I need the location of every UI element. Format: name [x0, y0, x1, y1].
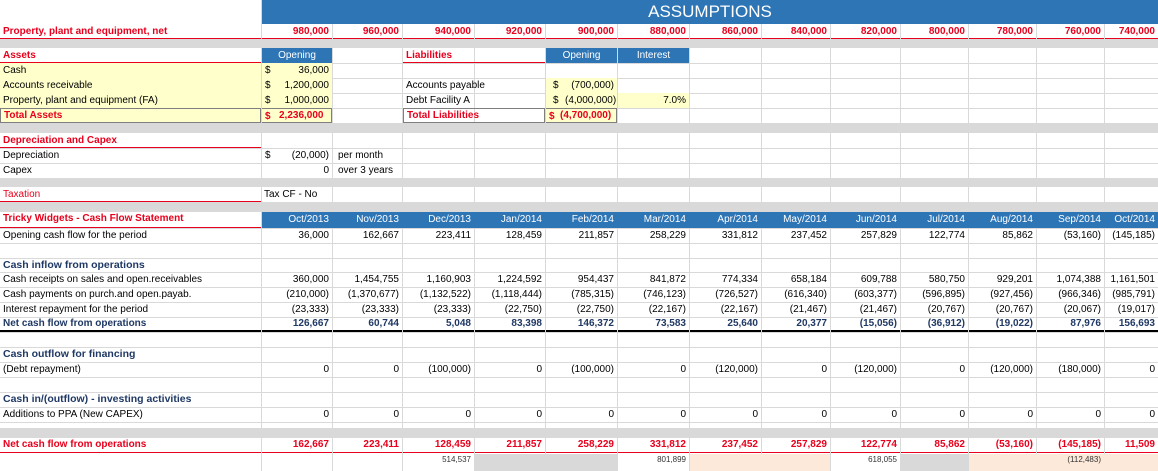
- asset-value[interactable]: 1,200,000: [284, 80, 329, 91]
- separator: [0, 428, 1158, 437]
- payments-row[interactable]: [0, 287, 1158, 302]
- cell-value[interactable]: (21,467): [859, 304, 897, 315]
- cell-value[interactable]: 0: [752, 409, 758, 420]
- debt-row[interactable]: [0, 362, 1158, 377]
- cell-value[interactable]: (15,056): [831, 317, 900, 332]
- separator: [0, 178, 1158, 187]
- section-header: Cash inflow from operations: [3, 259, 145, 271]
- cell-value[interactable]: 1,161,501: [1110, 274, 1155, 285]
- currency-symbol: $: [265, 150, 271, 161]
- section-header: Cash outflow for financing: [3, 348, 136, 360]
- cell-value[interactable]: 36,000: [298, 230, 329, 241]
- cell-value[interactable]: 162,667: [262, 437, 332, 453]
- month-header: Jan/2014: [500, 214, 542, 225]
- cell-value[interactable]: (145,185): [1037, 437, 1104, 453]
- net-ops-row[interactable]: [0, 317, 1158, 332]
- cell-value[interactable]: 331,812: [618, 437, 689, 453]
- asset-row-cash[interactable]: [0, 63, 1158, 78]
- cell-value[interactable]: 122,774: [928, 230, 965, 241]
- title-band: [262, 0, 1158, 24]
- currency-symbol: $: [265, 65, 271, 76]
- separator: [0, 202, 1158, 212]
- cell-value[interactable]: (1,370,677): [347, 289, 399, 300]
- ppe-value: 920,000: [475, 24, 545, 39]
- cell-value[interactable]: (20,767): [927, 304, 965, 315]
- section-header: Cash in/(outflow) - investing activities: [3, 393, 192, 405]
- cell-value[interactable]: (23,333): [433, 304, 471, 315]
- cell-value[interactable]: 162,667: [362, 230, 399, 241]
- title-row: [0, 0, 1158, 24]
- investing-header-row: [0, 392, 1158, 407]
- cell-value[interactable]: 0: [1149, 409, 1155, 420]
- cell-value[interactable]: (21,467): [789, 304, 827, 315]
- cell-value[interactable]: (20,767): [995, 304, 1033, 315]
- cell-value[interactable]: 658,184: [790, 274, 827, 285]
- row-label: (Debt repayment): [3, 364, 81, 375]
- currency-symbol: $: [265, 95, 271, 106]
- cell-value[interactable]: 0: [393, 364, 399, 375]
- cell-value[interactable]: 954,437: [577, 274, 614, 285]
- footer-value: 514,537: [442, 455, 471, 464]
- cell-value[interactable]: (785,315): [571, 289, 614, 300]
- ppe-value: 960,000: [333, 24, 402, 39]
- ppe-value: 800,000: [901, 24, 968, 39]
- cell-value[interactable]: 1,160,903: [426, 274, 471, 285]
- liabilities-header: Liabilities: [403, 48, 545, 63]
- cell-value[interactable]: 237,452: [690, 437, 761, 453]
- cell-value[interactable]: (596,895): [922, 289, 965, 300]
- footer-band: [690, 454, 830, 471]
- cell-value[interactable]: (53,160): [969, 437, 1036, 453]
- cell-value[interactable]: (120,000): [715, 364, 758, 375]
- cell-value[interactable]: 1,454,755: [354, 274, 399, 285]
- ppe-row[interactable]: [0, 24, 1158, 39]
- cell-value[interactable]: (22,167): [720, 304, 758, 315]
- cell-value[interactable]: (100,000): [428, 364, 471, 375]
- cell-value[interactable]: 0: [821, 409, 827, 420]
- cell-value[interactable]: (210,000): [286, 289, 329, 300]
- cell-value[interactable]: 360,000: [292, 274, 329, 285]
- cell-value[interactable]: (145,185): [1112, 230, 1155, 241]
- cell-value[interactable]: 774,334: [721, 274, 758, 285]
- total-assets-value: 2,236,000: [276, 108, 332, 123]
- cell-value[interactable]: 257,829: [860, 230, 897, 241]
- month-header: Oct/2014: [1114, 214, 1155, 225]
- cell-value[interactable]: (22,167): [648, 304, 686, 315]
- depreciation-header-row: [0, 133, 1158, 148]
- balance-header-row: [0, 48, 1158, 63]
- month-header: Oct/2013: [288, 214, 329, 225]
- cell-value[interactable]: (927,456): [990, 289, 1033, 300]
- cell-value[interactable]: 237,452: [790, 230, 827, 241]
- cell-value[interactable]: (603,377): [854, 289, 897, 300]
- footer-row: [0, 454, 1158, 471]
- liability-value[interactable]: (4,000,000): [565, 95, 617, 106]
- assets-opening-header: Opening: [262, 48, 332, 63]
- cell-value[interactable]: (19,022): [969, 317, 1036, 332]
- cell-value[interactable]: (53,160): [1063, 230, 1101, 241]
- month-header: Dec/2013: [428, 214, 471, 225]
- cell-value[interactable]: 0: [680, 364, 686, 375]
- cell-value[interactable]: 0: [323, 364, 329, 375]
- cell-value[interactable]: (966,346): [1058, 289, 1101, 300]
- cell-value[interactable]: 0: [821, 364, 827, 375]
- additions-row[interactable]: [0, 407, 1158, 422]
- cell-value[interactable]: 0: [393, 409, 399, 420]
- cell-value[interactable]: 0: [465, 409, 471, 420]
- asset-label: Property, plant and equipment (FA): [3, 95, 158, 106]
- month-header: Jul/2014: [927, 214, 965, 225]
- interest-header: Interest: [618, 48, 689, 63]
- net-total-row[interactable]: [0, 437, 1158, 453]
- page-title: ASSUMPTIONS: [648, 2, 772, 21]
- depreciation-row[interactable]: [0, 148, 1158, 163]
- cell-value[interactable]: 60,744: [333, 317, 402, 332]
- row-label: Opening cash flow for the period: [3, 230, 147, 241]
- cell-value[interactable]: 211,857: [578, 230, 614, 241]
- cell-value[interactable]: (36,912): [901, 317, 968, 332]
- inflow-header-row: [0, 258, 1158, 272]
- cell-value[interactable]: (985,791): [1112, 289, 1155, 300]
- cell-value[interactable]: 11,509: [1105, 437, 1158, 453]
- footer-value: 801,899: [657, 455, 686, 464]
- interest-rate[interactable]: 7.0%: [663, 95, 686, 106]
- assets-header: Assets: [0, 48, 261, 63]
- total-liabilities-value: (4,700,000): [557, 108, 617, 123]
- cell-value[interactable]: 0: [1095, 409, 1101, 420]
- month-header: Mar/2014: [643, 214, 686, 225]
- row-label: Net cash flow from operations: [0, 437, 261, 453]
- currency-symbol: $: [553, 80, 559, 91]
- cell-value[interactable]: 0: [536, 409, 542, 420]
- depreciation-value[interactable]: (20,000): [291, 150, 329, 161]
- month-header: Jun/2014: [855, 214, 897, 225]
- cell-value[interactable]: 580,750: [928, 274, 965, 285]
- cell-value[interactable]: (23,333): [361, 304, 399, 315]
- liability-label: Accounts payable: [406, 80, 485, 91]
- cell-value[interactable]: (22,750): [576, 304, 614, 315]
- cell-value[interactable]: (616,340): [784, 289, 827, 300]
- cell-value[interactable]: 609,788: [860, 274, 897, 285]
- cell-value[interactable]: 126,667: [262, 317, 332, 332]
- cell-value[interactable]: (22,750): [504, 304, 542, 315]
- cashflow-header-row: [0, 212, 1158, 228]
- cell-value[interactable]: 83,398: [475, 317, 545, 332]
- footer-band: [475, 454, 617, 471]
- cell-value[interactable]: 25,640: [690, 317, 761, 332]
- cell-value[interactable]: 223,411: [435, 230, 471, 241]
- cashflow-title: Tricky Widgets - Cash Flow Statement: [0, 212, 261, 228]
- currency-symbol: $: [262, 108, 276, 123]
- ppe-value: 980,000: [262, 24, 332, 39]
- cell-value[interactable]: 73,583: [618, 317, 689, 332]
- footer-value: 618,055: [868, 455, 897, 464]
- cell-value[interactable]: 20,377: [762, 317, 830, 332]
- cell-value[interactable]: 0: [891, 409, 897, 420]
- month-header: Sep/2014: [1058, 214, 1101, 225]
- capex-value[interactable]: 0: [323, 165, 329, 176]
- ppe-value: 820,000: [831, 24, 900, 39]
- ppe-value: 880,000: [618, 24, 689, 39]
- month-header: May/2014: [783, 214, 827, 225]
- cell-value[interactable]: (19,017): [1117, 304, 1155, 315]
- asset-label: Accounts receivable: [3, 80, 93, 91]
- row-label: Cash payments on purch.and open.payab.: [3, 289, 192, 300]
- cell-value[interactable]: (746,123): [643, 289, 686, 300]
- cell-value[interactable]: 929,201: [996, 274, 1033, 285]
- cell-value[interactable]: 258,229: [649, 230, 686, 241]
- taxation-row: [0, 187, 1158, 202]
- taxation-label: Taxation: [0, 187, 261, 202]
- ppe-value: 840,000: [762, 24, 830, 39]
- cell-value[interactable]: (23,333): [291, 304, 329, 315]
- depreciation-unit: per month: [338, 150, 384, 161]
- cell-value[interactable]: 0: [1027, 409, 1033, 420]
- separator: [0, 123, 1158, 133]
- financing-header-row: [0, 347, 1158, 362]
- ppe-value: 900,000: [546, 24, 617, 39]
- cell-value[interactable]: 0: [959, 409, 965, 420]
- cell-value[interactable]: 0: [959, 364, 965, 375]
- ppe-value: 760,000: [1037, 24, 1104, 39]
- footer-value: (112,483): [1067, 455, 1101, 464]
- cell-value[interactable]: 257,829: [762, 437, 830, 453]
- asset-row-ppe[interactable]: [0, 93, 1158, 108]
- cell-value[interactable]: 128,459: [403, 437, 474, 453]
- depreciation-header: Depreciation and Capex: [0, 133, 261, 148]
- month-header: Nov/2013: [356, 214, 399, 225]
- row-label: Cash receipts on sales and open.receivables: [3, 274, 203, 285]
- cell-value[interactable]: (120,000): [854, 364, 897, 375]
- asset-label: Cash: [3, 65, 27, 76]
- month-header: Apr/2014: [717, 214, 758, 225]
- cell-value[interactable]: 0: [680, 409, 686, 420]
- cell-value[interactable]: 1,074,388: [1056, 274, 1101, 285]
- ppe-value: 780,000: [969, 24, 1036, 39]
- currency-symbol: $: [553, 95, 559, 106]
- total-liabilities-label: Total Liabilities: [403, 108, 545, 123]
- liabilities-opening-header: Opening: [546, 48, 617, 63]
- cell-value[interactable]: 146,372: [546, 317, 617, 332]
- interest-row[interactable]: [0, 302, 1158, 317]
- cell-value[interactable]: 0: [536, 364, 542, 375]
- cell-value[interactable]: 0: [323, 409, 329, 420]
- cell-value[interactable]: 841,872: [649, 274, 686, 285]
- depreciation-label: Depreciation: [3, 150, 60, 161]
- month-header: Aug/2014: [990, 214, 1033, 225]
- month-header: Feb/2014: [571, 214, 614, 225]
- cell-value[interactable]: (120,000): [990, 364, 1033, 375]
- ppe-value: 740,000: [1105, 24, 1158, 39]
- asset-value[interactable]: 36,000: [298, 65, 329, 76]
- row-label: Additions to PPA (New CAPEX): [3, 409, 143, 420]
- opening-row[interactable]: [0, 228, 1158, 243]
- capex-row[interactable]: [0, 163, 1158, 178]
- footer-band: [901, 454, 968, 471]
- cell-value[interactable]: 128,459: [505, 230, 542, 241]
- taxation-note: Tax CF - No: [264, 189, 318, 200]
- cell-value[interactable]: 211,857: [475, 437, 545, 453]
- liability-value[interactable]: (700,000): [571, 80, 614, 91]
- capex-label: Capex: [3, 165, 32, 176]
- currency-symbol: $: [265, 80, 271, 91]
- cell-value[interactable]: 0: [1149, 364, 1155, 375]
- cell-value[interactable]: (1,132,522): [419, 289, 471, 300]
- asset-value[interactable]: 1,000,000: [284, 95, 329, 106]
- cell-value[interactable]: 5,048: [403, 317, 474, 332]
- cell-value[interactable]: 258,229: [546, 437, 617, 453]
- cell-value[interactable]: 1,224,592: [497, 274, 542, 285]
- capex-unit: over 3 years: [338, 165, 394, 176]
- cell-value[interactable]: (726,527): [715, 289, 758, 300]
- cell-value[interactable]: (100,000): [571, 364, 614, 375]
- total-assets-label: Total Assets: [0, 108, 261, 123]
- cell-value[interactable]: (1,118,444): [491, 289, 542, 300]
- receipts-row[interactable]: [0, 272, 1158, 287]
- cell-value[interactable]: 0: [608, 409, 614, 420]
- cell-value[interactable]: 122,774: [831, 437, 900, 453]
- asset-row-ar[interactable]: [0, 78, 1158, 93]
- cell-value[interactable]: 85,862: [901, 437, 968, 453]
- cell-value[interactable]: 85,862: [1002, 230, 1033, 241]
- liability-label: Debt Facility A: [406, 95, 470, 106]
- cell-value[interactable]: 331,812: [721, 230, 758, 241]
- separator: [0, 39, 1158, 48]
- ppe-value: 940,000: [403, 24, 474, 39]
- cell-value[interactable]: (180,000): [1058, 364, 1101, 375]
- ppe-value: 860,000: [690, 24, 761, 39]
- cell-value[interactable]: 223,411: [333, 437, 402, 453]
- cell-value[interactable]: 156,693: [1105, 317, 1158, 332]
- row-label: Net cash flow from operations: [0, 317, 261, 332]
- ppe-label: Property, plant and equipment, net: [0, 24, 261, 39]
- currency-symbol: $: [546, 108, 560, 123]
- cell-value[interactable]: (20,067): [1063, 304, 1101, 315]
- row-label: Interest repayment for the period: [3, 304, 149, 315]
- totals-row: [0, 108, 1158, 123]
- cell-value[interactable]: 87,976: [1037, 317, 1104, 332]
